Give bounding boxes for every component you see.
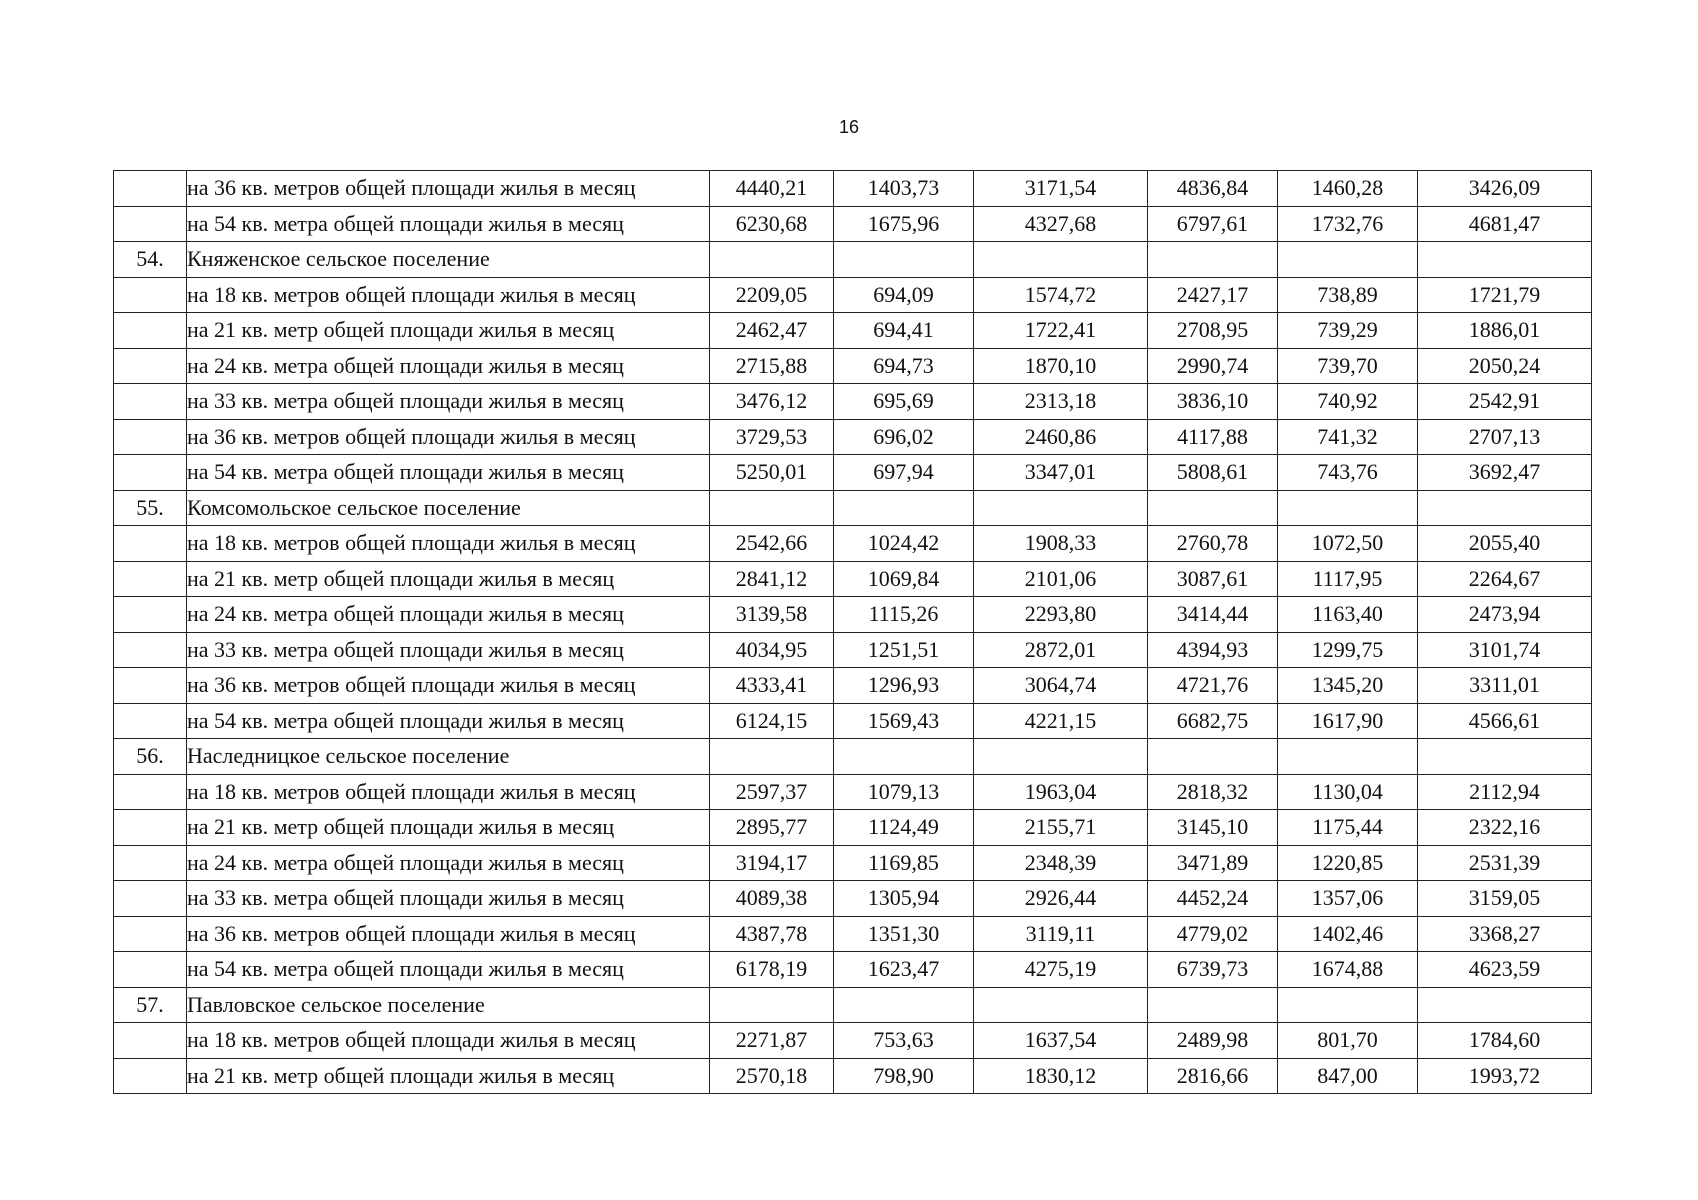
table-row: [114, 916, 1592, 952]
value-cell: [1148, 242, 1278, 278]
table-row: [114, 1058, 1592, 1094]
value-cell: 3145,10: [1148, 810, 1278, 846]
row-label: на 54 кв. метра общей площади жилья в месяц: [187, 206, 710, 242]
value-cell: [1148, 739, 1278, 775]
row-number: [114, 561, 187, 597]
value-cell: 739,29: [1278, 313, 1418, 349]
value-cell: 2473,94: [1418, 597, 1592, 633]
settlement-name: Павловское сельское поселение: [187, 987, 710, 1023]
value-cell: 1732,76: [1278, 206, 1418, 242]
value-cell: 697,94: [834, 455, 974, 491]
table-row: [114, 277, 1592, 313]
value-cell: 2708,95: [1148, 313, 1278, 349]
value-cell: 2715,88: [710, 348, 834, 384]
value-cell: 2293,80: [974, 597, 1148, 633]
value-cell: 1963,04: [974, 774, 1148, 810]
value-cell: 1169,85: [834, 845, 974, 881]
value-cell: [710, 739, 834, 775]
value-cell: 798,90: [834, 1058, 974, 1094]
value-cell: 3692,47: [1418, 455, 1592, 491]
value-cell: 1296,93: [834, 668, 974, 704]
table-row: [114, 703, 1592, 739]
table-row: [114, 455, 1592, 491]
settlement-name: Наследницкое сельское поселение: [187, 739, 710, 775]
value-cell: 743,76: [1278, 455, 1418, 491]
row-number: [114, 845, 187, 881]
table-row: [114, 384, 1592, 420]
value-cell: 1623,47: [834, 952, 974, 988]
table-row: [114, 313, 1592, 349]
row-number: 57.: [114, 987, 187, 1023]
table-row: [114, 419, 1592, 455]
value-cell: 5808,61: [1148, 455, 1278, 491]
value-cell: 6178,19: [710, 952, 834, 988]
value-cell: [834, 987, 974, 1023]
row-label: на 33 кв. метра общей площади жилья в месяц: [187, 881, 710, 917]
value-cell: 4034,95: [710, 632, 834, 668]
table-row: [114, 526, 1592, 562]
value-cell: 741,32: [1278, 419, 1418, 455]
value-cell: 2872,01: [974, 632, 1148, 668]
row-number: 54.: [114, 242, 187, 278]
value-cell: 1722,41: [974, 313, 1148, 349]
value-cell: 4721,76: [1148, 668, 1278, 704]
row-number: [114, 455, 187, 491]
value-cell: 2348,39: [974, 845, 1148, 881]
value-cell: 3476,12: [710, 384, 834, 420]
row-number: [114, 881, 187, 917]
row-label: на 24 кв. метра общей площади жилья в месяц: [187, 348, 710, 384]
value-cell: 4221,15: [974, 703, 1148, 739]
settlement-row: [114, 987, 1592, 1023]
value-cell: 3119,11: [974, 916, 1148, 952]
row-number: [114, 632, 187, 668]
table-row: [114, 632, 1592, 668]
value-cell: 1115,26: [834, 597, 974, 633]
value-cell: 1079,13: [834, 774, 974, 810]
value-cell: 2926,44: [974, 881, 1148, 917]
value-cell: 1220,85: [1278, 845, 1418, 881]
page-number: 16: [838, 117, 860, 137]
value-cell: [710, 490, 834, 526]
row-label: на 54 кв. метра общей площади жилья в месяц: [187, 952, 710, 988]
value-cell: 3194,17: [710, 845, 834, 881]
table-row: [114, 171, 1592, 207]
value-cell: [710, 987, 834, 1023]
value-cell: 2322,16: [1418, 810, 1592, 846]
row-label: на 36 кв. метров общей площади жилья в месяц: [187, 916, 710, 952]
row-number: [114, 348, 187, 384]
row-number: [114, 916, 187, 952]
value-cell: 1993,72: [1418, 1058, 1592, 1094]
row-number: [114, 206, 187, 242]
value-cell: 1130,04: [1278, 774, 1418, 810]
value-cell: 1124,49: [834, 810, 974, 846]
table-row: [114, 206, 1592, 242]
value-cell: [1148, 490, 1278, 526]
value-cell: [1278, 739, 1418, 775]
value-cell: 2707,13: [1418, 419, 1592, 455]
value-cell: 2895,77: [710, 810, 834, 846]
value-cell: 1117,95: [1278, 561, 1418, 597]
value-cell: 3729,53: [710, 419, 834, 455]
settlement-row: [114, 739, 1592, 775]
value-cell: 2050,24: [1418, 348, 1592, 384]
value-cell: 4836,84: [1148, 171, 1278, 207]
value-cell: 2489,98: [1148, 1023, 1278, 1059]
row-label: на 21 кв. метр общей площади жилья в месяц: [187, 810, 710, 846]
value-cell: 2112,94: [1418, 774, 1592, 810]
table-row: [114, 845, 1592, 881]
value-cell: [974, 987, 1148, 1023]
value-cell: 4089,38: [710, 881, 834, 917]
row-number: [114, 668, 187, 704]
row-label: на 24 кв. метра общей площади жилья в месяц: [187, 597, 710, 633]
row-label: на 36 кв. метров общей площади жилья в месяц: [187, 668, 710, 704]
row-number: 56.: [114, 739, 187, 775]
row-label: на 18 кв. метров общей площади жилья в месяц: [187, 277, 710, 313]
row-number: [114, 277, 187, 313]
value-cell: [1418, 490, 1592, 526]
value-cell: [1278, 242, 1418, 278]
value-cell: 5250,01: [710, 455, 834, 491]
value-cell: 3139,58: [710, 597, 834, 633]
table-row: [114, 668, 1592, 704]
value-cell: 2055,40: [1418, 526, 1592, 562]
value-cell: 6739,73: [1148, 952, 1278, 988]
value-cell: 1305,94: [834, 881, 974, 917]
table-row: [114, 348, 1592, 384]
value-cell: 695,69: [834, 384, 974, 420]
value-cell: 739,70: [1278, 348, 1418, 384]
settlement-name: Княженское сельское поселение: [187, 242, 710, 278]
value-cell: 3471,89: [1148, 845, 1278, 881]
row-number: [114, 313, 187, 349]
table-body: [114, 171, 1592, 1094]
row-label: на 36 кв. метров общей площади жилья в месяц: [187, 419, 710, 455]
row-label: на 33 кв. метра общей площади жилья в месяц: [187, 384, 710, 420]
value-cell: [974, 490, 1148, 526]
value-cell: 3426,09: [1418, 171, 1592, 207]
row-label: на 21 кв. метр общей площади жилья в месяц: [187, 561, 710, 597]
value-cell: 1830,12: [974, 1058, 1148, 1094]
value-cell: 3414,44: [1148, 597, 1278, 633]
value-cell: 1402,46: [1278, 916, 1418, 952]
value-cell: [710, 242, 834, 278]
table-row: [114, 881, 1592, 917]
value-cell: 1351,30: [834, 916, 974, 952]
value-cell: 1784,60: [1418, 1023, 1592, 1059]
value-cell: 2209,05: [710, 277, 834, 313]
row-number: [114, 384, 187, 420]
value-cell: 740,92: [1278, 384, 1418, 420]
value-cell: [1418, 987, 1592, 1023]
value-cell: 2462,47: [710, 313, 834, 349]
value-cell: 2101,06: [974, 561, 1148, 597]
value-cell: 4117,88: [1148, 419, 1278, 455]
value-cell: 2542,66: [710, 526, 834, 562]
row-number: [114, 1023, 187, 1059]
value-cell: 1721,79: [1418, 277, 1592, 313]
row-label: на 36 кв. метров общей площади жилья в месяц: [187, 171, 710, 207]
value-cell: 1024,42: [834, 526, 974, 562]
value-cell: 847,00: [1278, 1058, 1418, 1094]
value-cell: [974, 739, 1148, 775]
settlement-row: [114, 242, 1592, 278]
settlement-row: [114, 490, 1592, 526]
value-cell: [1278, 987, 1418, 1023]
value-cell: 1345,20: [1278, 668, 1418, 704]
row-number: [114, 1058, 187, 1094]
value-cell: [834, 490, 974, 526]
row-number: [114, 171, 187, 207]
row-label: на 54 кв. метра общей площади жилья в месяц: [187, 703, 710, 739]
value-cell: 2570,18: [710, 1058, 834, 1094]
tariff-table: [113, 170, 1592, 1094]
value-cell: 1072,50: [1278, 526, 1418, 562]
value-cell: 753,63: [834, 1023, 974, 1059]
table-row: [114, 774, 1592, 810]
value-cell: 2816,66: [1148, 1058, 1278, 1094]
table-row: [114, 561, 1592, 597]
table-row: [114, 1023, 1592, 1059]
value-cell: 6682,75: [1148, 703, 1278, 739]
value-cell: 2760,78: [1148, 526, 1278, 562]
value-cell: 1403,73: [834, 171, 974, 207]
row-number: [114, 703, 187, 739]
value-cell: 4275,19: [974, 952, 1148, 988]
row-number: [114, 597, 187, 633]
value-cell: 3368,27: [1418, 916, 1592, 952]
value-cell: 4440,21: [710, 171, 834, 207]
value-cell: [974, 242, 1148, 278]
value-cell: 6124,15: [710, 703, 834, 739]
value-cell: 694,41: [834, 313, 974, 349]
value-cell: 3836,10: [1148, 384, 1278, 420]
value-cell: 4566,61: [1418, 703, 1592, 739]
settlement-name: Комсомольское сельское поселение: [187, 490, 710, 526]
row-label: на 18 кв. метров общей площади жилья в месяц: [187, 1023, 710, 1059]
value-cell: 696,02: [834, 419, 974, 455]
row-number: 55.: [114, 490, 187, 526]
value-cell: 6230,68: [710, 206, 834, 242]
value-cell: 2271,87: [710, 1023, 834, 1059]
value-cell: 4681,47: [1418, 206, 1592, 242]
row-number: [114, 419, 187, 455]
table-row: [114, 810, 1592, 846]
value-cell: 6797,61: [1148, 206, 1278, 242]
value-cell: 801,70: [1278, 1023, 1418, 1059]
value-cell: [1278, 490, 1418, 526]
value-cell: 2155,71: [974, 810, 1148, 846]
row-label: на 18 кв. метров общей площади жилья в месяц: [187, 526, 710, 562]
value-cell: 2818,32: [1148, 774, 1278, 810]
value-cell: 1175,44: [1278, 810, 1418, 846]
row-number: [114, 810, 187, 846]
value-cell: 4333,41: [710, 668, 834, 704]
value-cell: 1357,06: [1278, 881, 1418, 917]
value-cell: 4623,59: [1418, 952, 1592, 988]
value-cell: 3064,74: [974, 668, 1148, 704]
value-cell: 4452,24: [1148, 881, 1278, 917]
value-cell: 1569,43: [834, 703, 974, 739]
value-cell: 3101,74: [1418, 632, 1592, 668]
row-label: на 21 кв. метр общей площади жилья в месяц: [187, 1058, 710, 1094]
value-cell: 3159,05: [1418, 881, 1592, 917]
value-cell: 2542,91: [1418, 384, 1592, 420]
value-cell: 2841,12: [710, 561, 834, 597]
table-row: [114, 597, 1592, 633]
value-cell: 3347,01: [974, 455, 1148, 491]
table-row: [114, 952, 1592, 988]
value-cell: 694,73: [834, 348, 974, 384]
value-cell: 1675,96: [834, 206, 974, 242]
value-cell: 2531,39: [1418, 845, 1592, 881]
row-label: на 24 кв. метра общей площади жилья в месяц: [187, 845, 710, 881]
value-cell: 1886,01: [1418, 313, 1592, 349]
row-number: [114, 774, 187, 810]
value-cell: 1460,28: [1278, 171, 1418, 207]
row-label: на 54 кв. метра общей площади жилья в месяц: [187, 455, 710, 491]
row-label: на 18 кв. метров общей площади жилья в месяц: [187, 774, 710, 810]
value-cell: 1163,40: [1278, 597, 1418, 633]
value-cell: [1418, 739, 1592, 775]
value-cell: 738,89: [1278, 277, 1418, 313]
value-cell: 4387,78: [710, 916, 834, 952]
value-cell: [834, 739, 974, 775]
value-cell: 1299,75: [1278, 632, 1418, 668]
value-cell: [1418, 242, 1592, 278]
value-cell: 4394,93: [1148, 632, 1278, 668]
value-cell: 3171,54: [974, 171, 1148, 207]
value-cell: 2990,74: [1148, 348, 1278, 384]
value-cell: 2427,17: [1148, 277, 1278, 313]
row-number: [114, 952, 187, 988]
value-cell: 3311,01: [1418, 668, 1592, 704]
value-cell: 1069,84: [834, 561, 974, 597]
value-cell: [1148, 987, 1278, 1023]
value-cell: 1870,10: [974, 348, 1148, 384]
row-label: на 33 кв. метра общей площади жилья в месяц: [187, 632, 710, 668]
value-cell: 4779,02: [1148, 916, 1278, 952]
row-label: на 21 кв. метр общей площади жилья в месяц: [187, 313, 710, 349]
value-cell: 2460,86: [974, 419, 1148, 455]
value-cell: 694,09: [834, 277, 974, 313]
value-cell: 1637,54: [974, 1023, 1148, 1059]
row-number: [114, 526, 187, 562]
value-cell: 1908,33: [974, 526, 1148, 562]
value-cell: 1574,72: [974, 277, 1148, 313]
value-cell: 2313,18: [974, 384, 1148, 420]
value-cell: 1674,88: [1278, 952, 1418, 988]
value-cell: [834, 242, 974, 278]
value-cell: 4327,68: [974, 206, 1148, 242]
value-cell: 3087,61: [1148, 561, 1278, 597]
value-cell: 1251,51: [834, 632, 974, 668]
value-cell: 1617,90: [1278, 703, 1418, 739]
value-cell: 2597,37: [710, 774, 834, 810]
value-cell: 2264,67: [1418, 561, 1592, 597]
